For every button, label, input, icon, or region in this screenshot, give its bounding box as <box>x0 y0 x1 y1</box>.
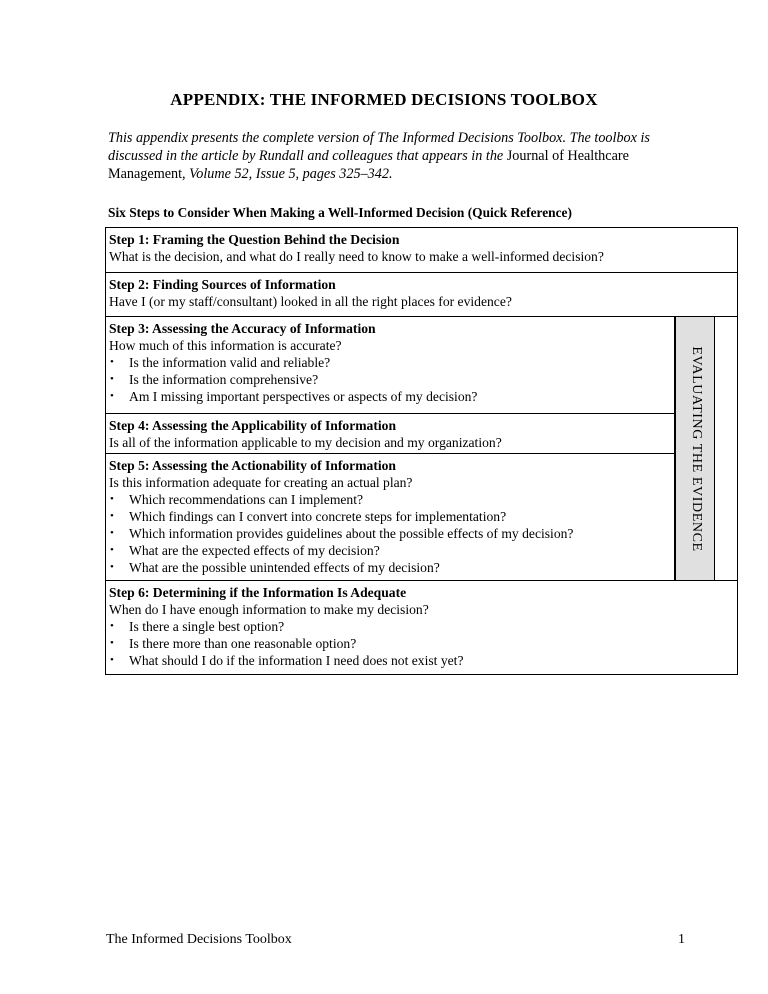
step-6-bullets <box>109 618 732 669</box>
step-6-heading: Step 6: Determining if the Information Is Adequate <box>109 585 407 600</box>
step-3-bullets <box>109 354 669 405</box>
step-3-box <box>105 317 675 414</box>
evaluating-evidence-band <box>675 317 738 581</box>
list-item: • Is there a single best option? <box>109 618 732 635</box>
intro-paragraph <box>108 129 668 183</box>
step-4-heading: Step 4: Assessing the Applicability of Information <box>109 418 397 433</box>
list-item: • What are the expected effects of my decision? <box>109 542 669 559</box>
step-5-text: Is this information adequate for creating an actual plan? <box>109 475 413 490</box>
step-6-box <box>105 581 738 675</box>
list-item: • Is the information comprehensive? <box>109 371 669 388</box>
band-shade <box>675 317 715 580</box>
footer-title: The Informed Decisions Toolbox <box>106 932 292 947</box>
step-3-heading: Step 3: Assessing the Accuracy of Information <box>109 321 376 336</box>
step-1-heading: Step 1: Framing the Question Behind the Decision <box>109 232 400 247</box>
list-item: • Is the information valid and reliable? <box>109 354 669 371</box>
step-3-text: How much of this information is accurate? <box>109 338 342 353</box>
step-5-heading: Step 5: Assessing the Actionability of Information <box>109 458 396 473</box>
step-2-box <box>105 273 738 317</box>
page-number: 1 <box>678 932 685 947</box>
step-5-bullets <box>109 491 669 576</box>
list-item: • Is there more than one reasonable option? <box>109 635 732 652</box>
step-1-box <box>105 227 738 273</box>
step-2-text: Have I (or my staff/consultant) looked in all the right places for evidence? <box>109 294 512 309</box>
step-1-text: What is the decision, and what do I really need to know to make a well-informed decision? <box>109 249 604 264</box>
page-title: APPENDIX: THE INFORMED DECISIONS TOOLBOX <box>170 90 598 109</box>
list-item: • Am I missing important perspectives or aspects of my decision? <box>109 388 669 405</box>
intro-journal: Journal of Healthcare Management, <box>108 148 629 182</box>
step-5-box <box>105 454 675 581</box>
side-label: EVALUATING THE EVIDENCE <box>689 346 704 552</box>
list-item: • Which recommendations can I implement? <box>109 491 669 508</box>
list-item: • What are the possible unintended effects of my decision? <box>109 559 669 576</box>
step-2-heading: Step 2: Finding Sources of Information <box>109 277 336 292</box>
step-4-box <box>105 414 675 454</box>
list-item: • Which information provides guidelines about the possible effects of my decision? <box>109 525 669 542</box>
step-4-text: Is all of the information applicable to my decision and my organization? <box>109 435 502 450</box>
intro-part2: Volume 52, Issue 5, pages 325–342. <box>189 166 393 182</box>
evaluating-evidence-group <box>105 317 738 581</box>
list-item: • What should I do if the information I need does not exist yet? <box>109 652 732 669</box>
list-item: • Which findings can I convert into concrete steps for implementation? <box>109 508 669 525</box>
intro-part1: This appendix presents the complete version of The Informed Decisions Toolbox. The toolbox is discussed in the article by Rundall and colleagues that appears in the <box>108 130 650 164</box>
quick-reference-heading: Six Steps to Consider When Making a Well-Informed Decision (Quick Reference) <box>108 205 572 220</box>
step-6-text: When do I have enough information to make my decision? <box>109 602 429 617</box>
